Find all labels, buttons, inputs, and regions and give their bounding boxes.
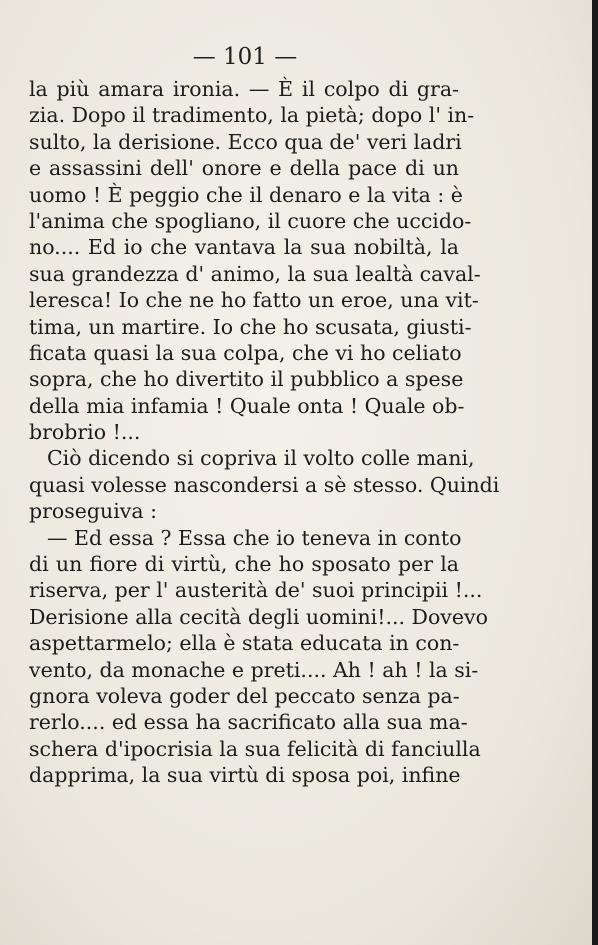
scan-edge <box>592 0 598 945</box>
text-line: Ciò dicendo si copriva il volto colle mani, <box>47 446 475 471</box>
text-line: gnora voleva goder del peccato senza pa- <box>29 683 460 708</box>
body-text <box>29 76 500 789</box>
text-line: della mia infamia ! Quale onta ! Quale ob- <box>29 393 465 418</box>
text-line: Derisione alla cecità degli uomini!... Dovevo <box>29 604 488 629</box>
text-line: quasi volesse nascondersi a sè stesso. Quindi <box>29 472 500 497</box>
text-line: dapprima, la sua virtù di sposa poi, infine <box>29 763 461 788</box>
text-line: e assassini dell' onore e della pace di un <box>29 156 459 181</box>
text-line: brobrio !... <box>29 420 141 445</box>
text-line: tima, un martire. Io che ho scusata, giusti- <box>29 314 472 339</box>
text-line: rerlo.... ed essa ha sacrificato alla sua ma- <box>29 710 468 735</box>
text-line: ficata quasi la sua colpa, che vi ho celiato <box>29 340 462 365</box>
text-line: sua grandezza d' animo, la sua lealtà caval- <box>29 261 481 286</box>
text-line: aspettarmelo; ella è stata educata in con- <box>29 631 460 656</box>
text-line: proseguiva : <box>29 499 158 524</box>
text-line: zia. Dopo il tradimento, la pietà; dopo l' in- <box>29 103 475 128</box>
text-line: riserva, per l' austerità de' suoi principii !... <box>29 578 483 603</box>
text-line: — Ed essa ? Essa che io teneva in conto <box>47 525 462 550</box>
text-line: uomo ! È peggio che il denaro e la vita : è <box>29 182 463 207</box>
text-line: no.... Ed io che vantava la sua nobiltà, la <box>29 235 459 260</box>
text-line: l'anima che spogliano, il cuore che uccido- <box>29 208 472 233</box>
text-line: leresca! Io che ne ho fatto un eroe, una vit- <box>29 288 479 313</box>
text-line: sulto, la derisione. Ecco qua de' veri ladri <box>29 129 462 154</box>
text-line: vento, da monache e preti.... Ah ! ah ! la si- <box>29 657 479 682</box>
text-line: schera d'ipocrisia la sua felicità di fanciulla <box>29 736 481 761</box>
text-line: sopra, che ho divertito il pubblico a spese <box>29 367 464 392</box>
page-number: — 101 — <box>192 44 298 70</box>
text-line: la più amara ironia. — È il colpo di gra- <box>29 77 459 101</box>
text-line: di un fiore di virtù, che ho sposato per la <box>29 552 459 577</box>
